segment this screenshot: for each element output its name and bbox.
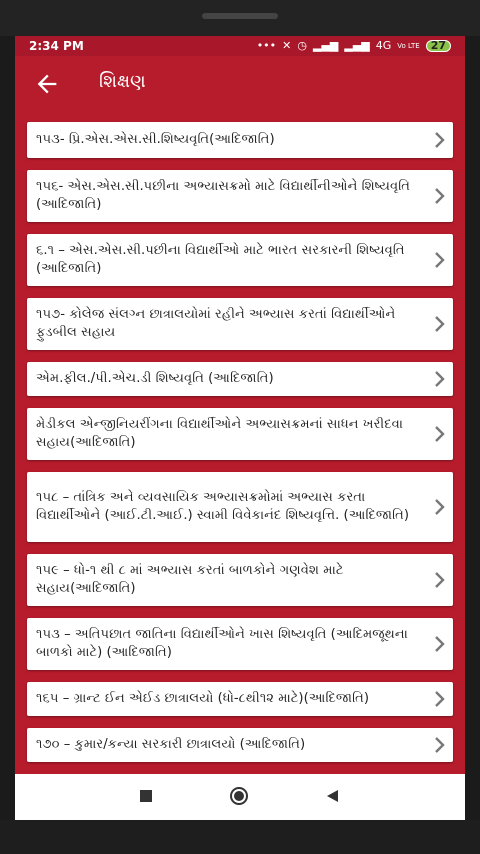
list-item[interactable] bbox=[27, 170, 453, 222]
list-item[interactable] bbox=[27, 682, 453, 716]
page-title: શિક્ષણ bbox=[99, 71, 146, 92]
chevron-right-icon bbox=[433, 130, 447, 150]
list-item[interactable] bbox=[27, 122, 453, 158]
list-item-label: એમ.ફીલ./પી.એચ.ડી શિષ્યવૃતિ (આદિજાતિ) bbox=[36, 371, 274, 386]
signal-icon-2: ▂▄▆ bbox=[344, 39, 370, 52]
more-dots-icon: ••• bbox=[256, 39, 277, 52]
list-item[interactable] bbox=[27, 554, 453, 606]
volte-label: Vo LTE bbox=[397, 41, 420, 50]
chevron-right-icon bbox=[433, 314, 447, 334]
chevron-right-icon bbox=[433, 570, 447, 590]
chevron-right-icon bbox=[433, 735, 447, 755]
mute-icon: ✕ bbox=[282, 39, 292, 52]
triangle-back-icon[interactable] bbox=[325, 789, 339, 803]
list-item-label: ૧૫૩- પ્રિ.એસ.એસ.સી.શિષ્યવૃતિ(આદિજાતિ) bbox=[36, 132, 275, 147]
battery-icon: 27 bbox=[426, 40, 451, 52]
list-item[interactable] bbox=[27, 408, 453, 460]
list-item-label: ૧૫૬- એસ.એસ.સી.પછીના અભ્યાસક્રમો માટે વિદ્યાર્થીનીઓને શિષ્યવૃતિ (આદિજાતિ) bbox=[36, 179, 410, 212]
chevron-right-icon bbox=[433, 369, 447, 389]
signal-icon: ▂▄▆ bbox=[312, 39, 339, 52]
chevron-right-icon bbox=[433, 497, 447, 517]
device-frame-top bbox=[0, 0, 480, 36]
app-bar bbox=[15, 56, 465, 112]
network-type: 4G bbox=[375, 39, 392, 52]
status-icons bbox=[257, 39, 451, 52]
list-item[interactable] bbox=[27, 234, 453, 286]
phone-screen bbox=[15, 36, 465, 820]
list-item-label: ૧૫૩ – અતિપછાત જાતિના વિદ્યાર્થીઓને ખાસ શિષ્યવૃતિ (આદિમજૂથના બાળકો માટે) (આદિજાતિ) bbox=[36, 627, 408, 660]
alarm-icon: ◷ bbox=[297, 39, 307, 52]
chevron-right-icon bbox=[433, 634, 447, 654]
list-item-label: ૬.૧ – એસ.એસ.સી.પછીના વિદ્યાર્થીઓ માટે ભારત સરકારની શિષ્યવૃતિ (આદિજાતિ) bbox=[36, 243, 405, 276]
list-item[interactable] bbox=[27, 618, 453, 670]
arrow-left-icon[interactable] bbox=[33, 70, 61, 98]
list-item[interactable] bbox=[27, 472, 453, 542]
list-item-label: ૧૫૮ – તાંત્રિક અને વ્યવસાયિક અભ્યાસક્રમોમાં અભ્યાસ કરતા વિદ્યાર્થીઓને (આઈ.ટી.આઈ.) સ્વામી વિવેકાનંદ શિષ્યવૃત્તિ. (આદિજાતિ) bbox=[36, 490, 409, 523]
list-item-label: ૧૭૦ – કુમાર/કન્યા સરકારી છાત્રાલયો (આદિજાતિ) bbox=[36, 737, 306, 752]
list-item-label: ૧૫૯ – ધો-૧ થી ૮ માં અભ્યાસ કરતાં બાળકોને ગણવેશ માટે સહાય(આદિજાતિ) bbox=[36, 563, 344, 596]
chevron-right-icon bbox=[433, 689, 447, 709]
list-item-label: ૧૫૭- કોલેજ સંલગ્ન છાત્રાલયોમાં રહીને અભ્યાસ કરતાં વિદ્યાર્થીઓને ફુડબીલ સહાય bbox=[36, 307, 396, 340]
chevron-right-icon bbox=[433, 250, 447, 270]
status-time: 2:34 PM bbox=[29, 39, 84, 53]
list-item[interactable] bbox=[27, 298, 453, 350]
chevron-right-icon bbox=[433, 424, 447, 444]
speaker-grille bbox=[202, 13, 278, 19]
circle-home-icon[interactable] bbox=[229, 786, 249, 806]
list-item[interactable] bbox=[27, 362, 453, 396]
list-item[interactable] bbox=[27, 728, 453, 762]
square-icon[interactable] bbox=[139, 789, 153, 803]
device-frame-bottom bbox=[0, 820, 480, 854]
list-item-label: ૧૬૫ – ગ્રાન્ટ ઈન એઈડ છાત્રાલયો (ધો-૮થી૧૨ માટે)(આદિજાતિ) bbox=[36, 691, 370, 706]
status-bar bbox=[15, 36, 465, 56]
chevron-right-icon bbox=[433, 186, 447, 206]
list-item-label: મેડીકલ એન્જીનિયરીંગના વિદ્યાર્થીઓને અભ્યાસક્રમનાં સાધન ખરીદવા સહાય(આદિજાતિ) bbox=[36, 417, 404, 450]
navigation-bar bbox=[15, 774, 465, 820]
